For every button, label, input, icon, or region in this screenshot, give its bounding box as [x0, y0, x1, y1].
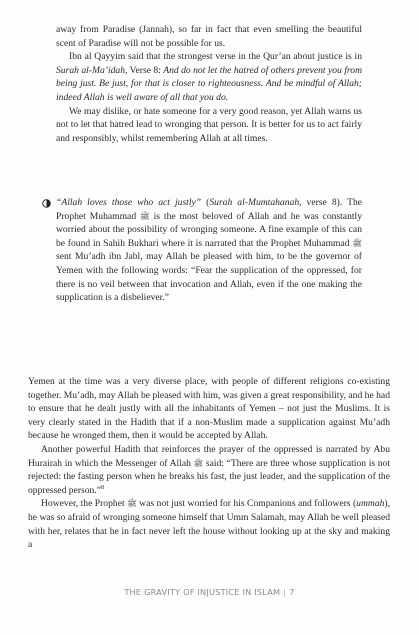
text-span: said: “There are three whose supplication is not rejected: the fasting person when he breaks his fast, the just leader, and the supplication of the oppressed person.”	[28, 457, 390, 496]
text-span: sent Mu’adh ibn Jabl, may Allah be pleased with him, to be the governor of Yemen with the following words: “Fear the supplication of the oppressed, for there is no veil between that invocation and Allah, even if the one making the supplication is a disbeliever.”	[56, 251, 362, 304]
paragraph-yemen: Yemen at the time was a very diverse place, with people of different religions co-existing together. Mu’adh, may Allah be pleased with him, was given a great responsibility, and he had to ensure that he dealt justly with all the inhabitants of Yemen – not just the Muslims. It is very clearly stated in the Hadith that if a non-Muslim made a supplication against Mu’adh because he wronged them, then it would be accepted by Allah.	[28, 376, 390, 442]
ummah-term: ummah	[356, 498, 385, 510]
text-span: (	[201, 197, 210, 208]
footnote-marker: 8	[101, 484, 104, 491]
footer-separator: |	[283, 587, 287, 597]
section-justice-verse	[56, 23, 362, 145]
bullet-icon	[42, 199, 51, 208]
paragraph-abu-hurairah	[28, 443, 390, 497]
paragraph-ibn-al-qayyim	[56, 50, 362, 104]
book-title: THE GRAVITY OF INJUSTICE IN ISLAM	[124, 587, 281, 597]
salawat-symbol: ﷺ	[193, 458, 204, 468]
page-number: 7	[289, 587, 295, 597]
salawat-symbol: ﷺ	[140, 211, 150, 221]
paragraph-dislike: We may dislike, or hate someone for a very good reason, yet Allah warns us not to let that hatred lead to wronging that person. It is better for us to act fairly and responsibly, whilst remembering Allah at all times.	[56, 105, 362, 144]
paragraph-however	[28, 497, 390, 551]
text-span: , Verse 8:	[125, 64, 164, 76]
text-span: was not just worried for his Companions and followers (	[136, 498, 357, 510]
salawat-symbol: ﷺ	[127, 499, 137, 509]
paragraph-paradise: away from Paradise (Jannah), so far in fact that even smelling the beautiful scent of Paradise will not be possible for us.	[56, 24, 362, 49]
bullet-quote: “Allah loves those who act justly”	[56, 197, 202, 208]
text-span: However, the Prophet	[41, 498, 128, 510]
text-span: Another powerful Hadith that reinforces the prayer of the oppressed is narrated by Abu Hurairah in which the Messenger of Allah	[28, 443, 390, 469]
text-span: ), he was so afraid of wronging someone himself that Umm Salamah, may Allah be well pleased with her, relates that he in fact never left the house without looking up at the sky and making a	[28, 498, 391, 551]
text-span: Ibn al Qayyim said that the strongest verse in the Qur’an about justice is in	[69, 51, 362, 63]
text-span: is the most beloved of Allah and he was constantly worried about the possibility of wronging someone. A fine example of this can be found in Sahih Bukhari where it is narrated that the Prophet Muhammad	[56, 210, 362, 249]
text-span: , verse 8). The Prophet Muhammad	[56, 197, 363, 222]
surah-name: Surah al-Ma’idah	[56, 64, 126, 76]
bullet-allah-loves-just	[56, 196, 362, 305]
section-yemen	[28, 375, 390, 552]
verse-quote: And do not let the hatred of others prevent you from being just. Be just, for that is closer to righteousness. And be mindful of Allah; indeed Allah is well aware of all that you do.	[56, 64, 363, 103]
salawat-symbol: ﷺ	[352, 238, 362, 248]
bullet-text	[56, 196, 362, 305]
running-footer	[0, 587, 419, 597]
surah-name: Surah al-Mumtahanah	[209, 197, 300, 208]
